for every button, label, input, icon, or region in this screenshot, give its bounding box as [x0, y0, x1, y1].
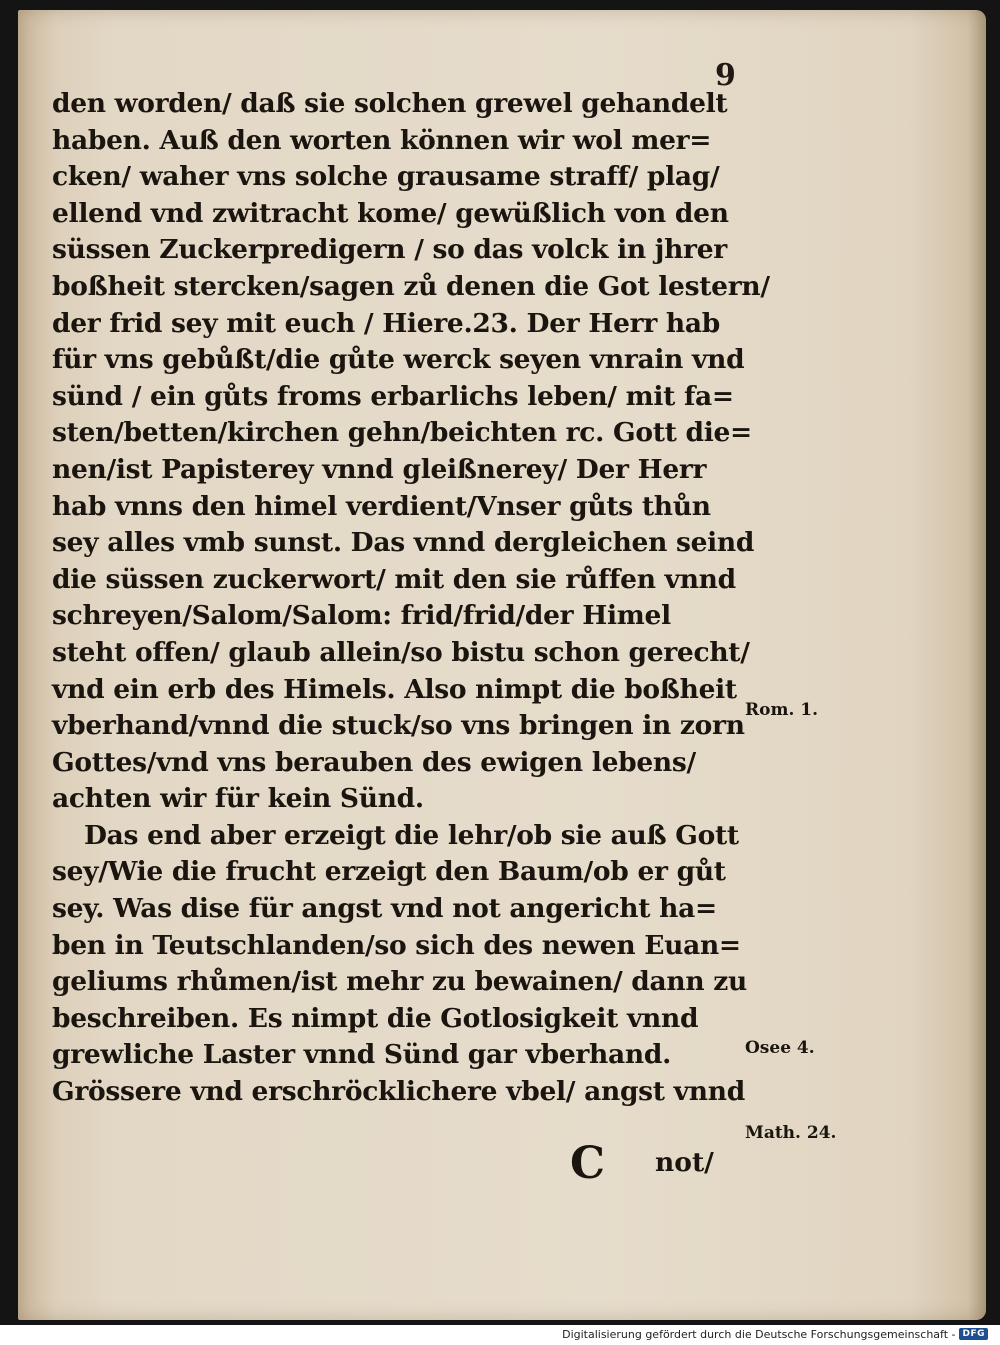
text-line: geliums rhůmen/ist mehr zu bewainen/ dann zu: [52, 966, 747, 998]
text-line: haben. Auß den worten können wir wol mer=: [52, 124, 712, 156]
footer-text: Digitalisierung gefördert durch die Deutsche Forschungsgemeinschaft -: [562, 1327, 956, 1341]
text-line: grewliche Laster vnnd Sünd gar vberhand.: [52, 1039, 672, 1071]
page-edge-shadow: [968, 10, 986, 1320]
text-line: ellend vnd zwitracht kome/ gewüßlich von den: [52, 197, 729, 229]
page-number: 9: [715, 58, 736, 93]
text-line: für vns gebůßt/die gůte werck seyen vnrain vnd: [52, 344, 745, 376]
text-line: sten/betten/kirchen gehn/beichten rc. Gott die=: [52, 417, 752, 449]
text-line: Gottes/vnd vns berauben des ewigen lebens/: [52, 746, 696, 778]
text-line: den worden/ daß sie solchen grewel gehandelt: [52, 88, 728, 119]
text-line: Das end aber erzeigt die lehr/ob sie auß Gott: [84, 819, 739, 851]
catchword: not/: [655, 1147, 714, 1178]
signature-mark: C: [570, 1138, 606, 1189]
marginal-note-rom: Rom. 1.: [745, 700, 819, 720]
text-line: beschreiben. Es nimpt die Gotlosigkeit vnnd: [52, 1002, 699, 1034]
marginal-note-osee: Osee 4.: [745, 1038, 815, 1058]
text-block: [52, 86, 770, 1111]
text-line: nen/ist Papisterey vnnd gleißnerey/ Der Herr: [52, 453, 707, 485]
text-line: vnd ein erb des Himels. Also nimpt die boßheit: [52, 673, 737, 705]
text-line: der frid sey mit euch / Hiere.23. Der Herr hab: [52, 307, 720, 339]
text-line: sey alles vmb sunst. Das vnnd dergleichen seind: [52, 527, 755, 559]
text-line: die süssen zuckerwort/ mit den sie růffen vnnd: [52, 563, 736, 595]
footer: [562, 1325, 988, 1343]
text-line: vberhand/vnnd die stuck/so vns bringen in zorn: [52, 710, 745, 742]
text-line: Grössere vnd erschröcklichere vbel/ angst vnnd: [52, 1076, 745, 1108]
text-line: ben in Teutschlanden/so sich des newen Euan=: [52, 929, 741, 961]
dfg-logo: DFG: [959, 1328, 988, 1340]
text-line: hab vnns den himel verdient/Vnser gůts thůn: [52, 490, 711, 522]
text-line: boßheit stercken/sagen zů denen die Got lestern/: [52, 270, 770, 302]
text-line: sey/Wie die frucht erzeigt den Baum/ob er gůt: [52, 856, 726, 888]
text-line: steht offen/ glaub allein/so bistu schon gerecht/: [52, 636, 750, 668]
text-line: achten wir für kein Sünd.: [52, 783, 424, 815]
marginal-note-math: Math. 24.: [745, 1123, 837, 1143]
text-line: sey. Was dise für angst vnd not angericht ha=: [52, 893, 717, 925]
text-line: süssen Zuckerpredigern / so das volck in jhrer: [52, 234, 727, 266]
text-line: schreyen/Salom/Salom: frid/frid/der Himel: [52, 600, 671, 632]
text-line: cken/ waher vns solche grausame straff/ plag/: [52, 161, 720, 193]
text-line: sünd / ein gůts froms erbarlichs leben/ mit fa=: [52, 380, 734, 412]
